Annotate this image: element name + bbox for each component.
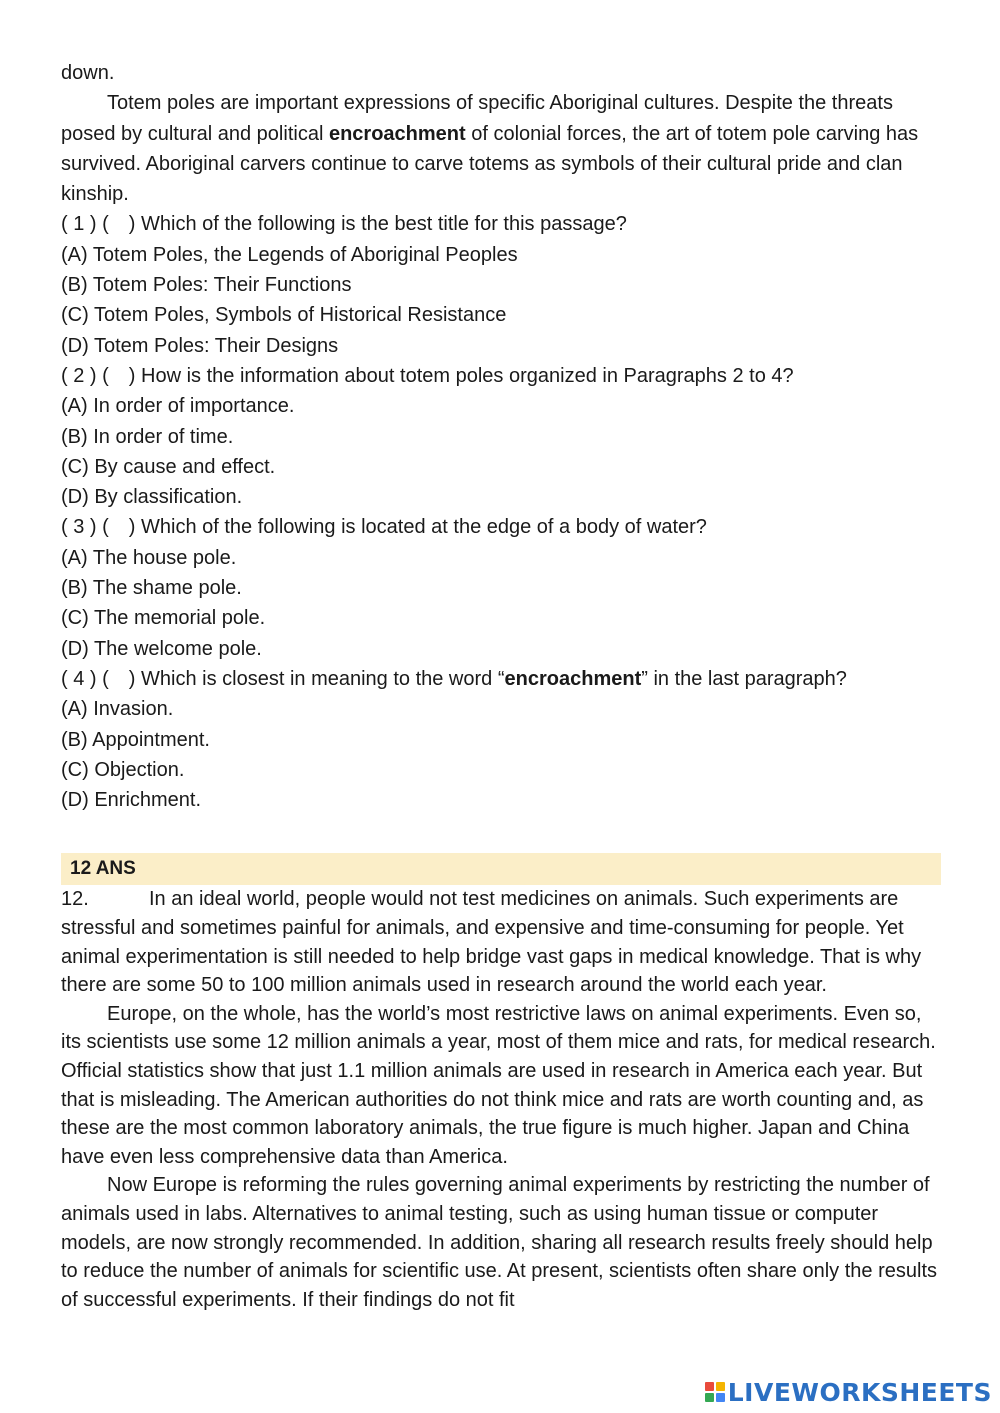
question-3: ( 3 ) ( ) Which of the following is located at the edge of a body of water? (61, 516, 707, 539)
passage-number: 12. (61, 888, 89, 911)
question-2: ( 2 ) ( ) How is the information about totem poles organized in Paragraphs 2 to 4? (61, 364, 794, 387)
option-2c: (C) By cause and effect. (61, 455, 276, 478)
worksheet-page (61, 58, 941, 1314)
question-1: ( 1 ) ( ) Which of the following is the best title for this passage? (61, 213, 627, 236)
option-4c: (C) Objection. (61, 758, 185, 781)
option-3a: (A) The house pole. (61, 546, 237, 569)
option-3b: (B) The shame pole. (61, 577, 242, 600)
option-4d: (D) Enrichment. (61, 789, 202, 812)
liveworksheets-watermark (705, 1377, 992, 1407)
option-4a: (A) Invasion. (61, 698, 174, 721)
logo-square-green (705, 1393, 714, 1402)
option-1c: (C) Totem Poles, Symbols of Historical Resistance (61, 304, 507, 327)
answer-section-header: 12 ANS (61, 853, 941, 885)
passage-12-paragraph-2: Europe, on the whole, has the world’s most restrictive laws on animal experiments. Even so, its scientists use some 12 million animals a year, most of them mice and rats, for medical research. Official statistics show that just 1.1 million animals are used in research in America each year. But that is misleading. The American authorities do not think mice and rats are worth counting and, as these are the most common laboratory animals, the true figure is much higher. Japan and China have even less comprehensive data than America. (61, 1002, 936, 1168)
passage-last-paragraph: Totem poles are important expressions of specific Aboriginal cultures. Despite the threats posed by cultural and political encroachment of colonial forces, the art of totem pole carving has survived. Aboriginal carvers continue to carve totems as symbols of their cultural pride and clan kinship. (61, 92, 919, 206)
option-1d: (D) Totem Poles: Their Designs (61, 334, 339, 357)
option-2a: (A) In order of importance. (61, 395, 295, 418)
liveworksheets-wordmark: LIVEWORKSHEETS (727, 1377, 992, 1407)
keyword-encroachment: encroachment (328, 122, 466, 145)
logo-square-blue (716, 1393, 725, 1402)
keyword-encroachment-question: encroachment (504, 667, 642, 690)
option-3d: (D) The welcome pole. (61, 637, 262, 660)
logo-square-red (705, 1382, 714, 1391)
option-3c: (C) The memorial pole. (61, 607, 266, 630)
option-2b: (B) In order of time. (61, 425, 234, 448)
passage-12-paragraph-1: 12. In an ideal world, people would not test medicines on animals. Such experiments are stressful and sometimes painful for animals, and expensive and time-consuming for people. Yet animal experimentation is still needed to help bridge vast gaps in medical knowledge. That is why there are some 50 to 100 million animals used in research around the world each year. (61, 885, 941, 999)
section-spacer (61, 815, 941, 853)
passage-12-paragraph-3: Now Europe is reforming the rules governing animal experiments by restricting the number of animals used in labs. Alternatives to animal testing, such as using human tissue or computer models, are now strongly recommended. In addition, sharing all research results freely should help to reduce the number of animals for scientific use. At present, scientists often share only the results of successful experiments. If their findings do not fit (61, 1174, 937, 1311)
logo-square-yellow (716, 1382, 725, 1391)
option-4b: (B) Appointment. (61, 728, 210, 751)
option-1a: (A) Totem Poles, the Legends of Aboriginal Peoples (61, 243, 518, 266)
liveworksheets-logo-icon (705, 1382, 725, 1402)
passage-carry-over: down. (61, 62, 115, 84)
option-1b: (B) Totem Poles: Their Functions (61, 274, 352, 297)
option-2d: (D) By classification. (61, 486, 243, 509)
question-4: ( 4 ) ( ) Which is closest in meaning to the word “encroachment” in the last paragraph? (61, 667, 847, 690)
